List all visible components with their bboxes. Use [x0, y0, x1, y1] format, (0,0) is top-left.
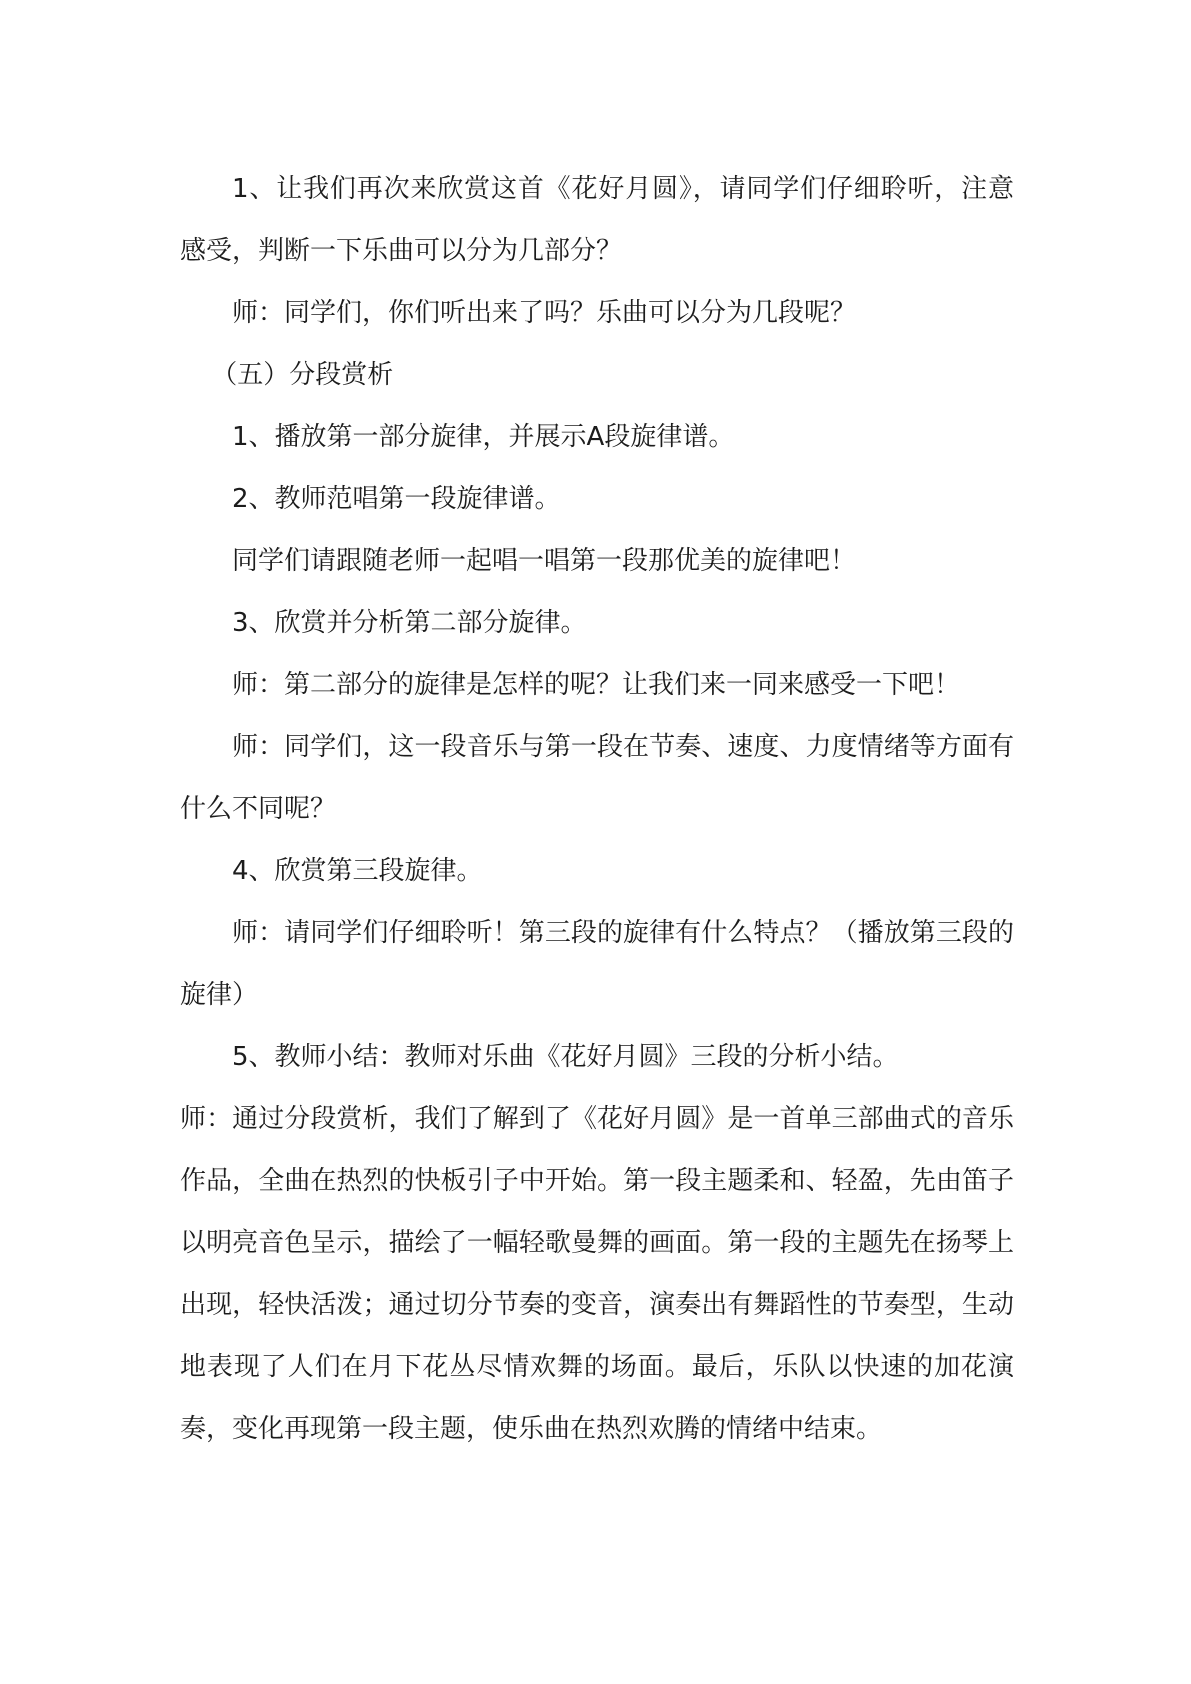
paragraph-step-1: 1、播放第一部分旋律，并展示A段旋律谱。 [232, 422, 735, 452]
paragraph-step-5: 5、教师小结：教师对乐曲《花好月圆》三段的分析小结。 [232, 1042, 899, 1072]
paragraph-sing-along: 同学们请跟随老师一起唱一唱第一段那优美的旋律吧！ [232, 546, 857, 576]
document-body [180, 158, 1014, 1460]
paragraph-teacher-compare: 师：同学们，这一段音乐与第一段在节奏、速度、力度情绪等方面有什么不同呢？ [180, 732, 1014, 824]
paragraph-step-4: 4、欣赏第三段旋律。 [232, 856, 483, 886]
paragraph-summary: 师：通过分段赏析，我们了解到了《花好月圆》是一首单三部曲式的音乐作品，全曲在热烈的快板引子中开始。第一段主题柔和、轻盈，先由笛子以明亮音色呈示，描绘了一幅轻歌曼舞的画面。第一段的主题先在扬琴上出现，轻快活泼；通过切分节奏的变音，演奏出有舞蹈性的节奏型，生动地表现了人们在月下花丛尽情欢舞的场面。最后，乐队以快速的加花演奏，变化再现第一段主题，使乐曲在热烈欢腾的情绪中结束。 [180, 1104, 1014, 1444]
paragraph-teacher-part-three: 师：请同学们仔细聆听！第三段的旋律有什么特点？（播放第三段的旋律） [180, 918, 1014, 1010]
paragraph-teacher-ask-sections: 师：同学们，你们听出来了吗？乐曲可以分为几段呢？ [232, 298, 857, 328]
paragraph-teacher-part-two: 师：第二部分的旋律是怎样的呢？让我们来一同来感受一下吧！ [232, 670, 961, 700]
paragraph-step-3: 3、欣赏并分析第二部分旋律。 [232, 608, 587, 638]
section-heading-5: （五）分段赏析 [211, 360, 394, 390]
paragraph-step-2: 2、教师范唱第一段旋律谱。 [232, 484, 561, 514]
paragraph-question-parts: 1、让我们再次来欣赏这首《花好月圆》，请同学们仔细聆听，注意感受，判断一下乐曲可以分为几部分？ [180, 174, 1014, 266]
